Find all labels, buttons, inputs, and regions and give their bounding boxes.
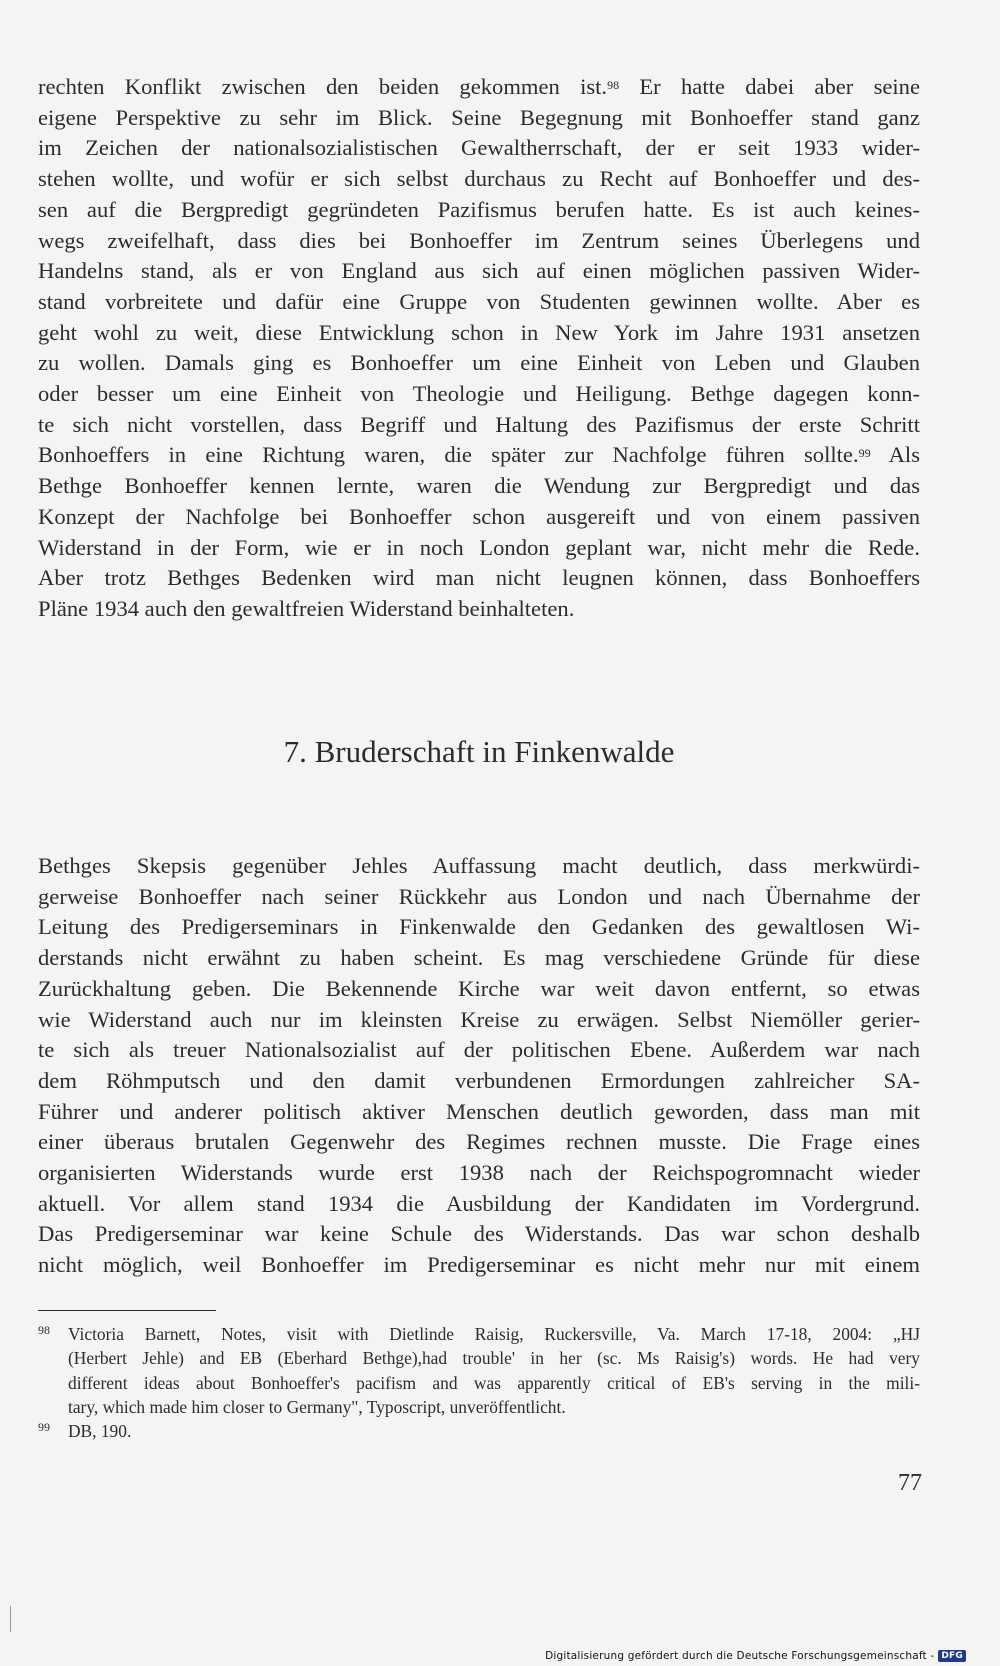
text-line: wie Widerstand auch nur im kleinsten Kreise zu erwägen. Selbst Niemöller gerier-: [38, 1006, 920, 1032]
footnote-line: DB, 190.: [68, 1421, 132, 1442]
section-heading: 7. Bruderschaft in Finkenwalde: [283, 734, 675, 769]
footnotes: [38, 1322, 920, 1443]
footnote-line: (Herbert Jehle) and EB (Eberhard Bethge),had trouble' in her (sc. Ms Raisig's) words. He had very: [68, 1348, 920, 1369]
footnote-line: tary, which made him closer to Germany", Typoscript, unveröffentlicht.: [68, 1396, 566, 1417]
text-line: aktuell. Vor allem stand 1934 die Ausbildung der Kandidaten im Vordergrund.: [38, 1190, 920, 1216]
footnote-line: Victoria Barnett, Notes, visit with Dietlinde Raisig, Ruckersville, Va. March 17-18, 2004: „HJ: [68, 1324, 920, 1344]
text-line: Pläne 1934 auch den gewaltfreien Widerstand beinhalteten.: [38, 595, 575, 621]
text-line: wegs zweifelhaft, dass dies bei Bonhoeffer im Zentrum seines Überlegens und: [38, 227, 920, 253]
text-line: nicht möglich, weil Bonhoeffer im Predigerseminar es nicht mehr nur mit einem: [38, 1252, 920, 1278]
footnote-mark: 98: [38, 1323, 50, 1337]
text-line: sen auf die Bergpredigt gegründeten Pazifismus berufen hatte. Es ist auch keines-: [38, 196, 920, 222]
text-line: derstands nicht erwähnt zu haben scheint. Es mag verschiedene Gründe für diese: [38, 945, 920, 971]
text-line: Widerstand in der Form, wie er in noch London geplant war, nicht mehr die Rede.: [38, 534, 920, 560]
text-line: oder besser um eine Einheit von Theologie und Heiligung. Bethge dagegen konn-: [38, 381, 920, 407]
text-line: geht wohl zu weit, diese Entwicklung schon in New York im Jahre 1931 ansetzen: [38, 319, 920, 345]
text-line: einer überaus brutalen Gegenwehr des Regimes rechnen musste. Die Frage eines: [38, 1129, 920, 1155]
text-line: stehen wollte, und wofür er sich selbst durchaus zu Recht auf Bonhoeffer und des-: [38, 166, 920, 192]
text-line: Zurückhaltung geben. Die Bekennende Kirche war weit davon entfernt, so etwas: [38, 975, 920, 1001]
text-line: organisierten Widerstands wurde erst 1938 nach der Reichspogromnacht wieder: [38, 1160, 920, 1186]
text-line: dem Röhmputsch und den damit verbundenen Ermordungen zahlreicher SA-: [38, 1067, 920, 1093]
text-line: te sich nicht vorstellen, dass Begriff und Haltung des Pazifismus der erste Schritt: [38, 411, 920, 437]
dfg-logo-icon: DFG: [938, 1650, 966, 1662]
footnote-mark: 99: [38, 1420, 50, 1435]
text-line: Handelns stand, als er von England aus sich auf einen möglichen passiven Wider-: [38, 258, 920, 284]
digitization-credit: [545, 1650, 966, 1662]
footnote-divider: [38, 1310, 216, 1311]
text-line: stand vorbreitete und dafür eine Gruppe von Studenten gewinnen wollte. Aber es: [38, 288, 920, 314]
footnote-line: different ideas about Bonhoeffer's pacifism and was apparently critical of EB's serving in the mili-: [68, 1372, 920, 1393]
text-line: Konzept der Nachfolge bei Bonhoeffer schon ausgereift und von einem passiven: [38, 503, 920, 529]
footnote-ref-98[interactable]: 98: [607, 78, 620, 92]
text-line: gerweise Bonhoeffer nach seiner Rückkehr aus London und nach Übernahme der: [38, 883, 920, 909]
footnote-98: [38, 1322, 920, 1419]
text-line: im Zeichen der nationalsozialistischen Gewaltherrschaft, der er seit 1933 wider-: [38, 135, 920, 161]
text-line: te sich als treuer Nationalsozialist auf der politischen Ebene. Außerdem war nach: [38, 1037, 920, 1063]
text-line: eigene Perspektive zu sehr im Blick. Seine Begegnung mit Bonhoeffer stand ganz: [38, 104, 920, 130]
text-line: Bethges Skepsis gegenüber Jehles Auffassung macht deutlich, dass merkwürdi-: [38, 853, 920, 878]
footnote-ref-99[interactable]: 99: [858, 446, 871, 461]
text-line: Bethge Bonhoeffer kennen lernte, waren die Wendung zur Bergpredigt und das: [38, 473, 920, 499]
text-line: Bonhoeffers in eine Richtung waren, die später zur Nachfolge führen sollte.$^{99}$ Als: [38, 442, 920, 468]
text-line: rechten Konflikt zwischen den beiden gekommen ist.$^{98}$ Er hatte dabei aber seine: [38, 74, 920, 99]
text-line: Führer und anderer politisch aktiver Menschen deutlich geworden, dass man mit: [38, 1098, 920, 1124]
footnote-99: [38, 1419, 920, 1443]
text-line: Leitung des Predigerseminars in Finkenwalde den Gedanken des gewaltlosen Wi-: [38, 914, 920, 940]
body-paragraph-bottom: [38, 851, 920, 1281]
credit-text: Digitalisierung gefördert durch die Deutsche Forschungsgemeinschaft -: [545, 1650, 935, 1662]
page-number: 77: [898, 1470, 922, 1496]
text-line: zu wollen. Damals ging es Bonhoeffer um eine Einheit von Leben und Glauben: [38, 350, 920, 376]
text-line: Aber trotz Bethges Bedenken wird man nicht leugnen können, dass Bonhoeffers: [38, 565, 920, 591]
scan-margin-mark: [10, 1606, 11, 1632]
text-line: Das Predigerseminar war keine Schule des Widerstands. Das war schon deshalb: [38, 1221, 920, 1247]
body-paragraph-top: [38, 72, 920, 625]
page-content: [38, 72, 920, 1442]
